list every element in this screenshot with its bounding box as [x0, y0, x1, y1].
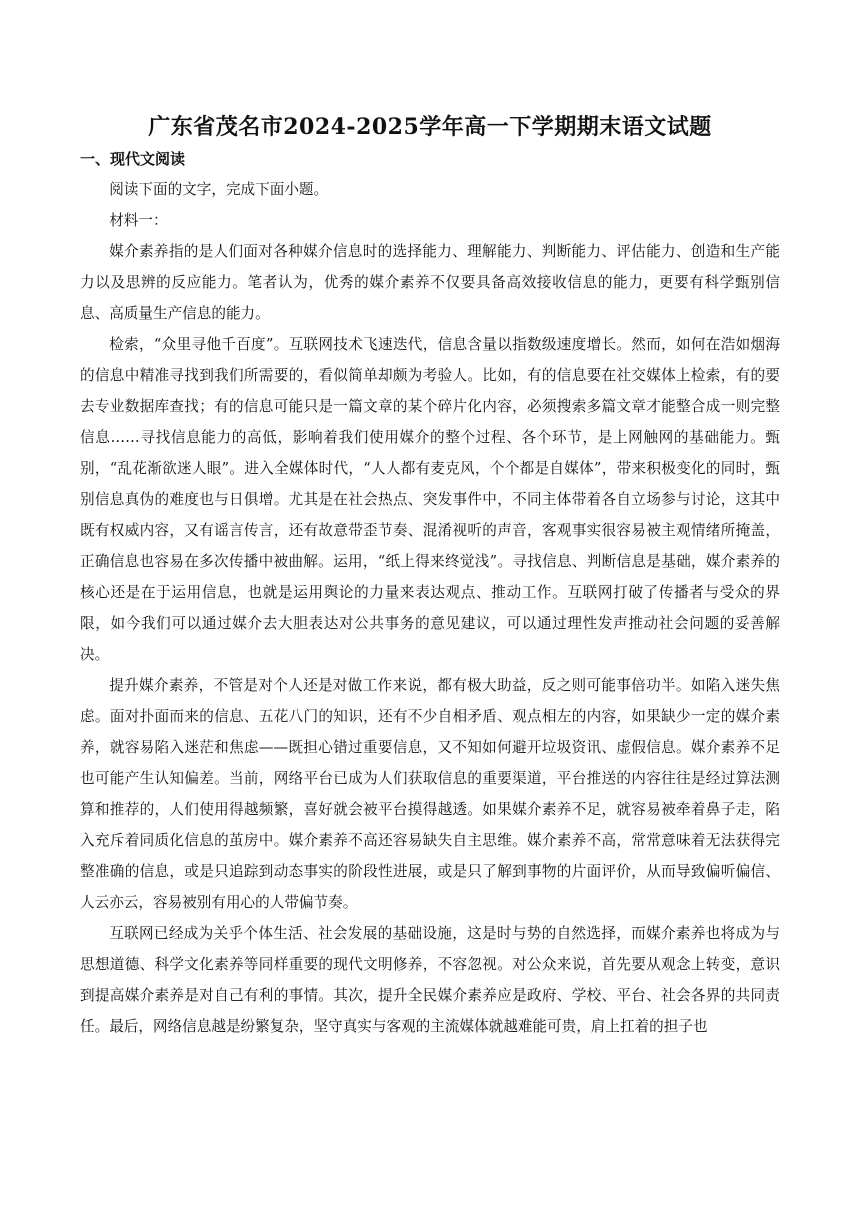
paragraph-4: 互联网已经成为关乎个体生活、社会发展的基础设施，这是时与势的自然选择，而媒介素养也将成为与思想道德、科学文化素养等同样重要的现代文明修养，不容忽视。对公众来说，首先要从观念上转变，意识到提高媒介素养是对自己有利的事情。其次，提升全民媒介素养应是政府、学校、平台、社会各界的共同责任。最后，网络信息越是纷繁复杂，坚守真实与客观的主流媒体就越难能可贵，肩上扛着的担子也: [80, 925, 780, 1035]
document-title: 广东省茂名市2024-2025学年高一下学期期末语文试题: [148, 114, 712, 140]
reading-instruction: 阅读下面的文字，完成下面小题。: [109, 181, 329, 198]
section-heading: 一、现代文阅读: [80, 150, 186, 168]
material-label: 材料一：: [109, 212, 168, 229]
paragraph-3: 提升媒介素养，不管是对个人还是对做工作来说，都有极大助益，反之则可能事倍功半。如陷入迷失焦虑。面对扑面而来的信息、五花八门的知识，还有不少自相矛盾、观点相左的内容，如果缺少一定的媒介素养，就容易陷入迷茫和焦虑——既担心错过重要信息，又不知如何避开垃圾资讯、虚假信息。媒介素养不足也可能产生认知偏差。当前，网络平台已成为人们获取信息的重要渠道，平台推送的内容往往是经过算法测算和推荐的，人们使用得越频繁，喜好就会被平台摸得越透。如果媒介素养不足，就容易被牵着鼻子走，陷入充斥着同质化信息的茧房中。媒介素养不高还容易缺失自主思维。媒介素养不高，常常意味着无法获得完整准确的信息，或是只追踪到动态事实的阶段性进展，或是只了解到事物的片面评价，从而导致偏听偏信、人云亦云，容易被别有用心的人带偏节奏。: [80, 677, 780, 911]
paragraph-1: 媒介素养指的是人们面对各种媒介信息时的选择能力、理解能力、判断能力、评估能力、创造和生产能力以及思辨的反应能力。笔者认为，优秀的媒介素养不仅要具备高效接收信息的能力，更要有科学甄别信息、高质量生产信息的能力。: [80, 243, 780, 322]
paragraph-2: 检索，“众里寻他千百度”。互联网技术飞速迭代，信息含量以指数级速度增长。然而，如何在浩如烟海的信息中精准寻找到我们所需要的，看似简单却颇为考验人。比如，有的信息要在社交媒体上检索，有的要去专业数据库查找；有的信息可能只是一篇文章的某个碎片化内容，必须搜索多篇文章才能整合成一则完整信息……寻找信息能力的高低，影响着我们使用媒介的整个过程、各个环节，是上网触网的基础能力。甄别，“乱花渐欲迷人眼”。进入全媒体时代，“人人都有麦克风，个个都是自媒体”，带来积极变化的同时，甄别信息真伪的难度也与日俱增。尤其是在社会热点、突发事件中，不同主体带着各自立场参与讨论，这其中既有权威内容，又有谣言传言，还有故意带歪节奏、混淆视听的声音，客观事实很容易被主观情绪所掩盖，正确信息也容易在多次传播中被曲解。运用，“纸上得来终觉浅”。寻找信息、判断信息是基础，媒介素养的核心还是在于运用信息，也就是运用舆论的力量来表达观点、推动工作。互联网打破了传播者与受众的界限，如今我们可以通过媒介去大胆表达对公共事务的意见建议，可以通过理性发声推动社会问题的妥善解决。: [80, 336, 780, 663]
